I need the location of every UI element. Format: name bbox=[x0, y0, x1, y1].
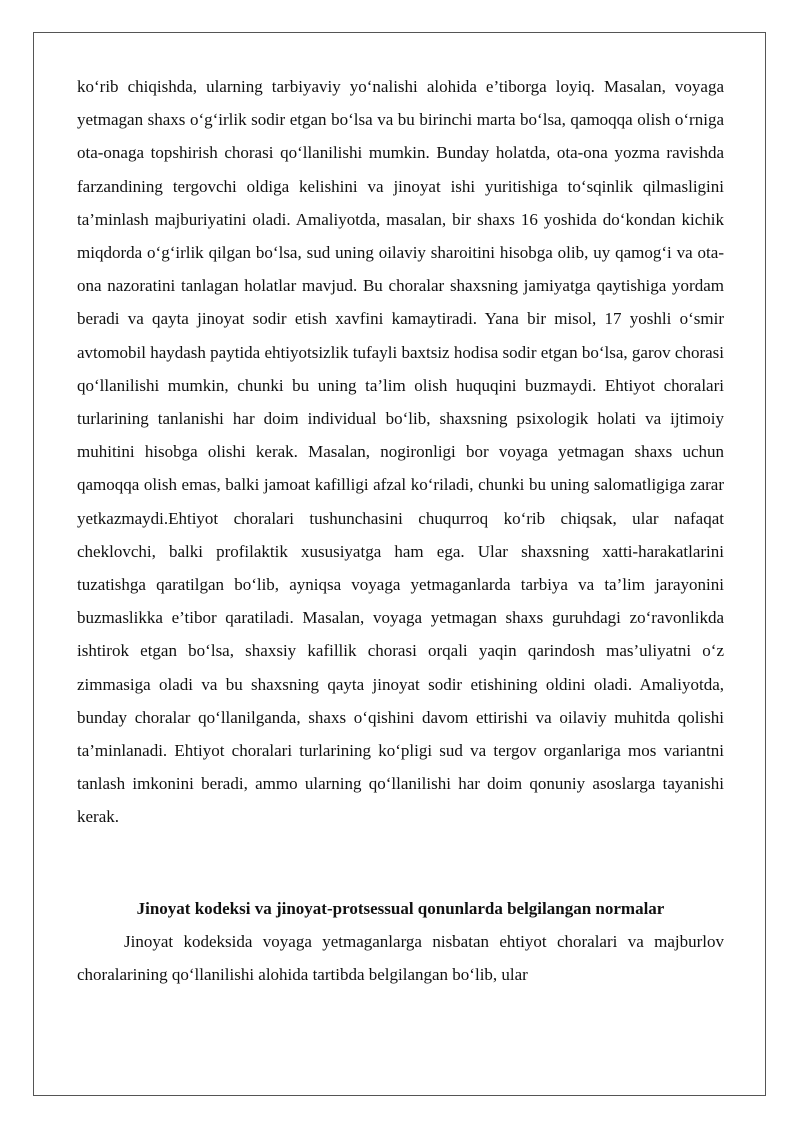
document-body bbox=[77, 70, 724, 991]
section-heading: Jinoyat kodeksi va jinoyat-protsessual qonunlarda belgilangan normalar bbox=[136, 898, 665, 918]
body-paragraph-2: Jinoyat kodeksida voyaga yetmaganlarga nisbatan ehtiyot choralari va majburlov choralarining qo‘llanilishi alohida tartibda belgilangan bo‘lib, ular bbox=[77, 931, 724, 985]
body-paragraph-1: ko‘rib chiqishda, ularning tarbiyaviy yo‘nalishi alohida e’tiborga loyiq. Masalan, voyaga yetmagan shaxs o‘g‘irlik sodir etgan bo‘lsa va bu birinchi marta bo‘lsa, qamoqqa olish o‘rniga ota-onaga topshirish chorasi qo‘llanilishi mumkin. Bunday holatda, ota-ona yozma ravishda farzandining tergovchi oldiga kelishini va jinoyat ishi yuritishiga to‘sqinlik qilmasligini ta’minlash majburiyatini oladi. Amaliyotda, masalan, bir shaxs 16 yoshida do‘kondan kichik miqdorda o‘g‘irlik qilgan bo‘lsa, sud uning oilaviy sharoitini hisobga olib, uy qamog‘i va ota-ona nazoratini tanlagan holatlar mavjud. Bu choralar shaxsning jamiyatga qaytishiga yordam beradi va qayta jinoyat sodir etish xavfini kamaytiradi. Yana bir misol, 17 yoshli o‘smir avtomobil haydash paytida ehtiyotsizlik tufayli baxtsiz hodisa sodir etgan bo‘lsa, garov chorasi qo‘llanilishi mumkin, chunki bu uning ta’lim olish huquqini buzmaydi. Ehtiyot choralari turlarining tanlanishi har doim individual bo‘lib, shaxsning psixologik holati va ijtimoiy muhitini hisobga olishi kerak. Masalan, nogironligi bor voyaga yetmagan shaxs uchun qamoqqa olish emas, balki jamoat kafilligi afzal ko‘riladi, chunki bu uning salomatligiga zarar yetkazmaydi.Ehtiyot choralari tushunchasini chuqurroq ko‘rib chiqsak, ular nafaqat cheklovchi, balki profilaktik xususiyatga ham ega. Ular shaxsning xatti-harakatlarini tuzatishga qaratilgan bo‘lib, ayniqsa voyaga yetmaganlarda tarbiya va ta’lim jarayonini buzmaslikka e’tibor qaratiladi. Masalan, voyaga yetmagan shaxs guruhdagi zo‘ravonlikda ishtirok etgan bo‘lsa, shaxsiy kafillik chorasi orqali yaqin qarindosh mas’uliyatni o‘z zimmasiga oladi va bu shaxsning qayta jinoyat sodir etishining oldini oladi. Amaliyotda, bunday choralar qo‘llanilganda, shaxs o‘qishini davom ettirishi va oilaviy muhitda qolishi ta’minlanadi. Ehtiyot choralari turlarining ko‘pligi sud va tergov organlariga mos variantni tanlash imkonini beradi, ammo ularning qo‘llanilishi har doim qonuniy asoslarga tayanishi kerak. bbox=[77, 77, 724, 827]
